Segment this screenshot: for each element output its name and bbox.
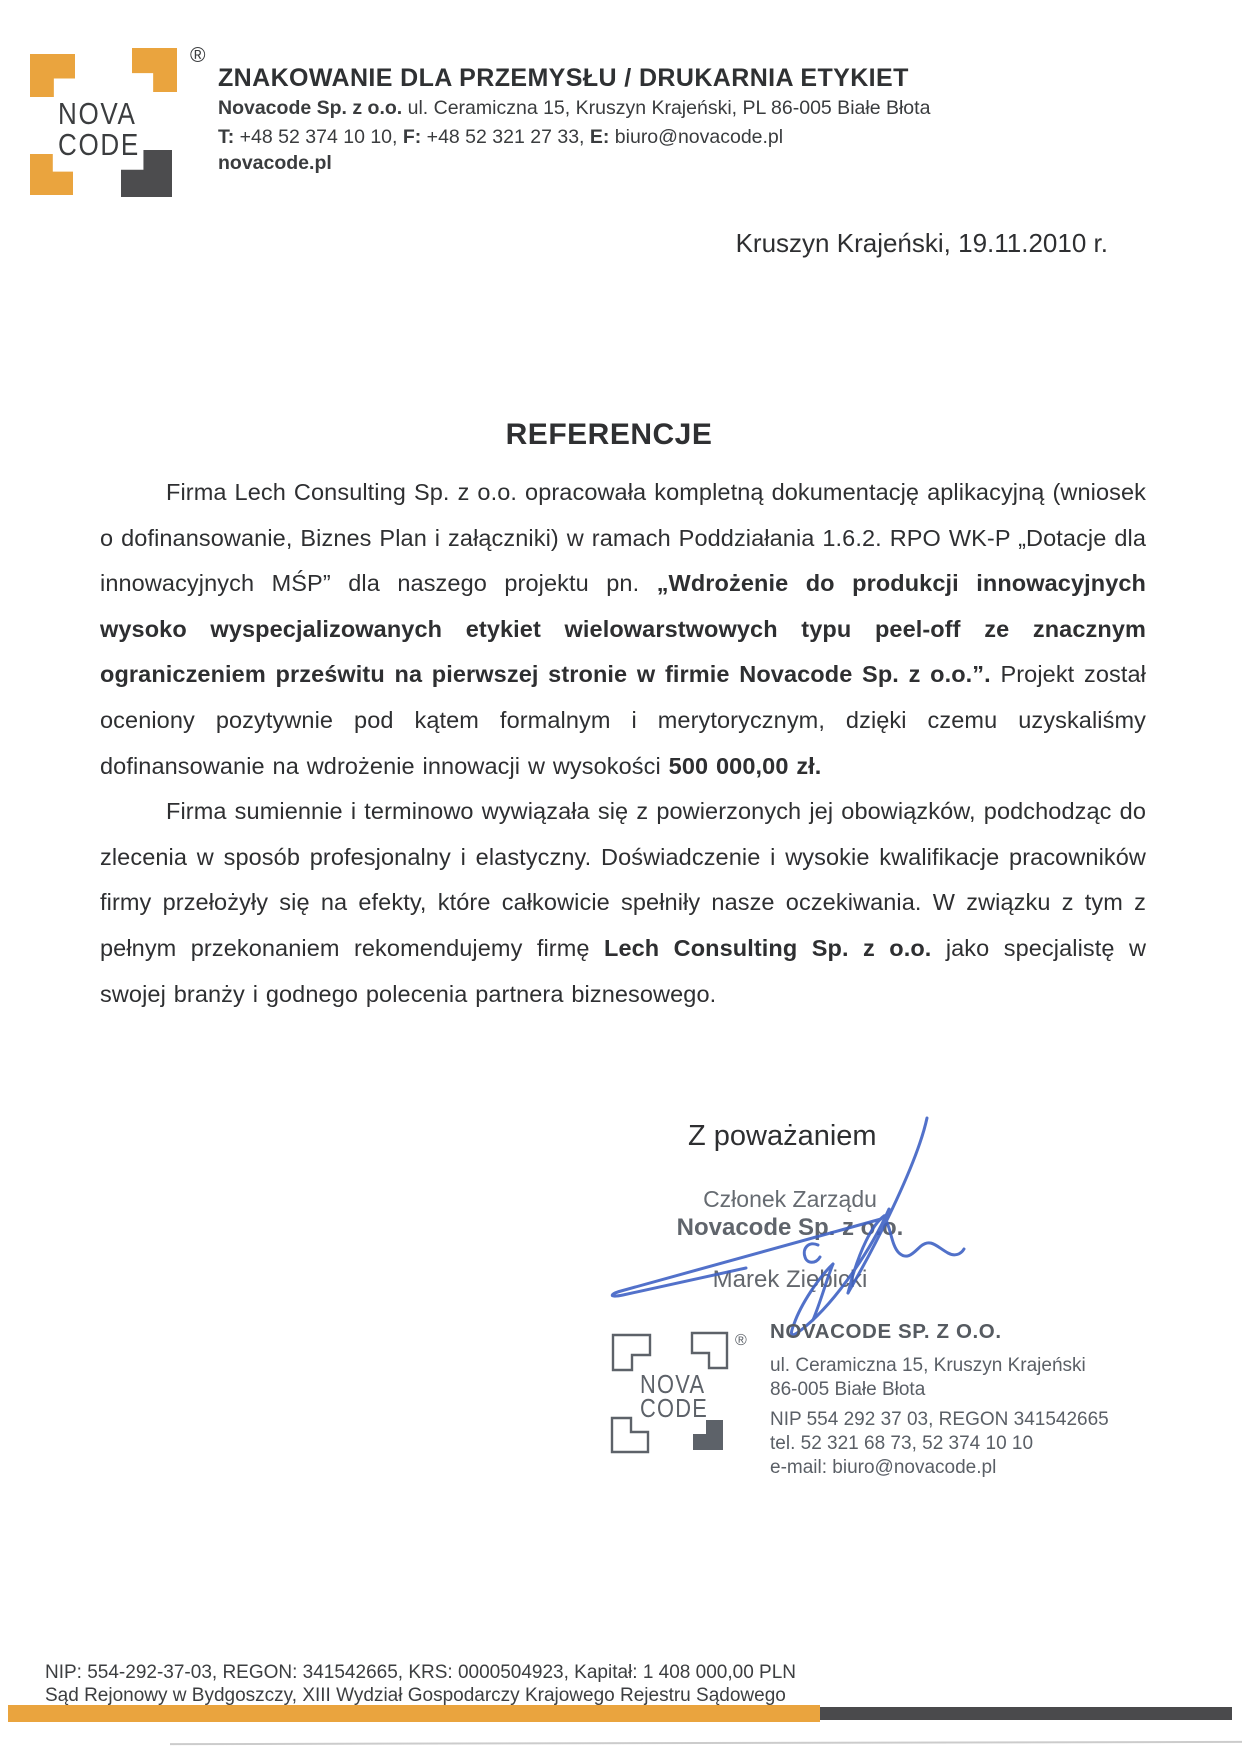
logo-corner-top-right [132, 48, 177, 92]
stamp-email: e-mail: biuro@novacode.pl [770, 1457, 997, 1478]
footer-registry [45, 1662, 796, 1707]
stamp-address-2: 86-005 Białe Błota [770, 1379, 926, 1400]
footer-bar-orange [8, 1705, 820, 1722]
logo-wordmark [58, 98, 140, 160]
dateline: Kruszyn Krajeński, 19.11.2010 r. [735, 228, 1108, 258]
text-run: E: [589, 126, 610, 148]
header-website: novacode.pl [218, 152, 332, 174]
letter-title: REFERENCJE [505, 418, 713, 451]
paragraph-1 [100, 470, 1146, 789]
stamp-logo [610, 1330, 730, 1456]
letter-body [100, 470, 1146, 1017]
text-run: Projekt został oceniony pozytywnie pod kątem formalnym i merytorycznym, dzięki czemu uzyskaliśmy dofinansowanie na wdrożenie innowacji w wysokości [100, 661, 1146, 779]
footer-registry-line-1: NIP: 554-292-37-03, REGON: 341542665, KRS: 0000504923, Kapitał: 1 408 000,00 PLN [45, 1662, 797, 1683]
stamp-logo-line2: CODE [640, 1393, 709, 1423]
letterhead-text [218, 64, 1078, 175]
header-tagline: ZNAKOWANIE DLA PRZEMYSŁU / DRUKARNIA ETYKIET [218, 64, 909, 92]
text-run: jako specjalistę w swojej branży i godnego polecenia partnera biznesowego. [100, 934, 1147, 1007]
text-run: ul. Ceramiczna 15, Kruszyn Krajeński, PL 86-005 Białe Błota [402, 97, 931, 119]
stamp-ids: NIP 554 292 37 03, REGON 341542665 [770, 1409, 1109, 1430]
letterhead-logo [28, 42, 213, 200]
stamp-text [770, 1320, 1190, 1480]
header-address [218, 95, 1078, 122]
registered-trademark-icon: ® [190, 44, 206, 67]
stamp-company: NOVACODE SP. Z O.O. [770, 1320, 1002, 1343]
header-contact [218, 124, 1078, 151]
handwritten-signature [580, 1000, 980, 1370]
text-run: Novacode Sp. z o.o. [218, 97, 403, 119]
text-run: „Wdrożenie do produkcji innowacyjnych wysoko wyspecjalizowanych etykiet wielowarstwowych typu peel-off ze znacznym ograniczeniem prześwitu na pierwszej stronie w firmie Novacode Sp. z o.o.”. [100, 570, 1147, 688]
stamp-logo-wordmark [640, 1369, 709, 1423]
logo-wordmark-line2: CODE [58, 127, 140, 162]
footer-registry-line-2: Sąd Rejonowy w Bydgoszczy, XIII Wydział Gospodarczy Krajowego Rejestru Sądowego [45, 1684, 786, 1706]
stamp-address-1: ul. Ceramiczna 15, Kruszyn Krajeński [770, 1355, 1086, 1376]
text-run: Lech Consulting Sp. z o.o. [603, 934, 932, 961]
stamp-phone: tel. 52 321 68 73, 52 374 10 10 [770, 1433, 1034, 1454]
footer-bar-dark [820, 1707, 1232, 1720]
text-run: Firma Lech Consulting Sp. z o.o. opracowała kompletną dokumentację aplikacyjną (wniosek o dofinansowanie, Biznes Plan i załączniki) w ramach Poddziałania 1.6.2. RPO WK-P „Dotacje dla innowacyjnych MŚP” dla naszego projektu pn. [100, 479, 1146, 597]
text-run: 500 000,00 zł. [668, 752, 822, 779]
signer-block [640, 1186, 940, 1294]
logo-corner-top-left [30, 54, 75, 97]
text-run: T: [218, 126, 235, 148]
stamp-logo-line1: NOVA [640, 1369, 706, 1399]
text-run: F: [402, 126, 422, 148]
logo-wordmark-line1: NOVA [58, 96, 137, 131]
signer-company: Novacode Sp. z o.o. [676, 1214, 904, 1241]
closing-salutation: Z poważaniem [688, 1120, 877, 1152]
signer-name: Marek Ziębicki [712, 1266, 868, 1293]
text-run: Firma sumiennie i terminowo wywiązała się z powierzonych jej obowiązków, podchodząc do zlecenia w sposób profesjonalny i elastyczny. Doświadczenie i wysokie kwalifikacje pracowników firmy przełożyły się na efekty, które całkowicie spełniły nasze oczekiwania. W związku z tym z pełnym przekonaniem rekomendujemy firmę [100, 798, 1146, 961]
text-run: +48 52 321 27 33, [421, 126, 590, 148]
stamp-registered-trademark-icon: ® [735, 1332, 747, 1349]
paragraph-2 [100, 789, 1146, 1017]
scan-artifact-line [170, 1741, 1242, 1745]
text-run: +48 52 374 10 10, [234, 126, 403, 148]
signer-role: Członek Zarządu [703, 1186, 877, 1212]
text-run: biuro@novacode.pl [609, 126, 784, 148]
